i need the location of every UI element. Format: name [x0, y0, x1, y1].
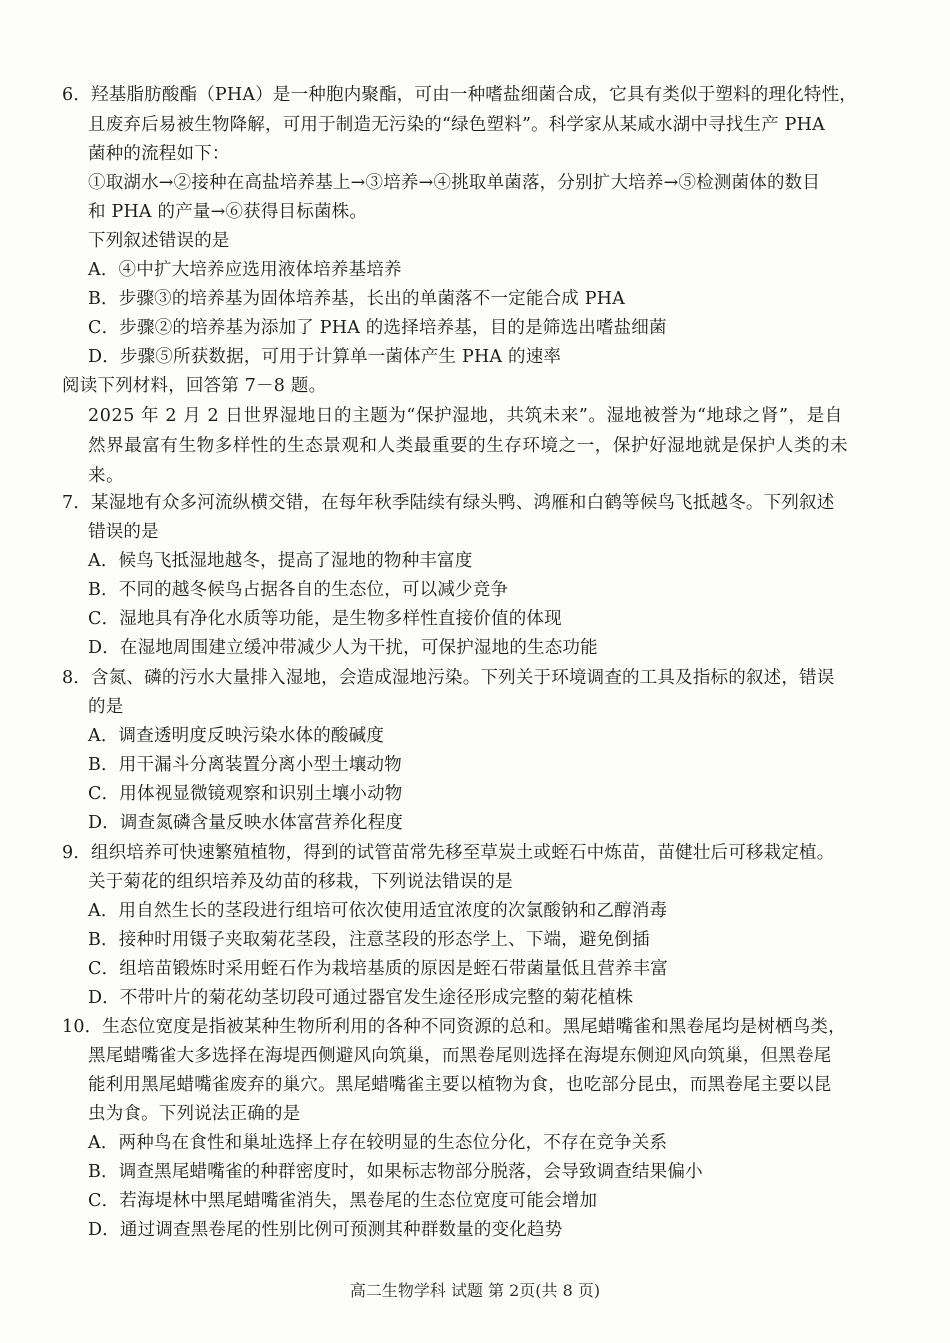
q10-option-c: C．若海堤林中黑尾蜡嘴雀消失，黑卷尾的生态位宽度可能会增加	[88, 1191, 598, 1211]
q6-option-b: B．步骤③的培养基为固体培养基，长出的单菌落不一定能合成 PHA	[88, 289, 625, 309]
q10-stem-line-4: 虫为食。下列说法正确的是	[88, 1104, 301, 1124]
material-intro: 阅读下列材料，回答第 7－8 题。	[62, 376, 327, 396]
q9-stem-line-2: 关于菊花的组织培养及幼苗的移栽，下列说法错误的是	[88, 872, 513, 892]
q7-stem-line-2: 错误的是	[88, 522, 159, 542]
q7-option-a: A．候鸟飞抵湿地越冬，提高了湿地的物种丰富度	[88, 551, 473, 571]
q7-option-c: C．湿地具有净化水质等功能，是生物多样性直接价值的体现	[88, 609, 562, 629]
q9-option-a: A．用自然生长的茎段进行组培可依次使用适宜浓度的次氯酸钠和乙醇消毒	[88, 901, 668, 921]
q8-option-d: D．调查氮磷含量反映水体富营养化程度	[88, 813, 404, 833]
q10-stem-line-1: 10．生态位宽度是指被某种生物所利用的各种不同资源的总和。黑尾蜡嘴雀和黑卷尾均是树栖鸟类，	[62, 1017, 846, 1037]
q10-stem-line-3: 能利用黑尾蜡嘴雀废弃的巢穴。黑尾蜡嘴雀主要以植物为食，也吃部分昆虫，而黑卷尾主要以昆	[88, 1075, 832, 1095]
q9-option-c: C．组培苗锻炼时采用蛭石作为栽培基质的原因是蛭石带菌量低且营养丰富	[88, 959, 668, 979]
page-footer: 高二生物学科 试题 第 2页(共 8 页)	[349, 1281, 601, 1300]
q6-stem-line-3: 菌种的流程如下：	[88, 144, 230, 164]
q6-procedure-line-2: 和 PHA 的产量→⑥获得目标菌株。	[88, 202, 368, 222]
q8-stem-line-2: 的是	[88, 697, 124, 717]
q8-option-a: A．调查透明度反映污染水体的酸碱度	[88, 726, 385, 746]
q8-option-c: C．用体视显微镜观察和识别土壤小动物	[88, 784, 403, 804]
q8-option-b: B．用干漏斗分离装置分离小型土壤动物	[88, 755, 402, 775]
q6-prompt: 下列叙述错误的是	[88, 231, 230, 251]
q6-option-c: C．步骤②的培养基为添加了 PHA 的选择培养基，目的是筛选出嗜盐细菌	[88, 318, 667, 338]
q9-option-d: D．不带叶片的菊花幼茎切段可通过器官发生途径形成完整的菊花植株	[88, 988, 634, 1008]
q10-option-a: A．两种鸟在食性和巢址选择上存在较明显的生态位分化，不存在竞争关系	[88, 1133, 668, 1153]
q7-stem-line-1: 7．某湿地有众多河流纵横交错，在每年秋季陆续有绿头鸭、鸿雁和白鹤等候鸟飞抵越冬。下列叙述	[62, 493, 835, 513]
q10-stem-line-2: 黑尾蜡嘴雀大多选择在海堤西侧避风向筑巢，而黑卷尾则选择在海堤东侧迎风向筑巢，但黑卷尾	[88, 1046, 832, 1066]
q9-stem-line-1: 9．组织培养可快速繁殖植物，得到的试管苗常先移至草炭土或蛭石中炼苗，苗健壮后可移栽定植。	[62, 843, 835, 863]
q6-stem-line-1: 6．羟基脂肪酸酯（PHA）是一种胞内聚酯，可由一种嗜盐细菌合成，它具有类似于塑料的理化特性，	[62, 85, 858, 105]
q6-stem-line-2: 且废弃后易被生物降解，可用于制造无污染的“绿色塑料”。科学家从某咸水湖中寻找生产 PHA	[88, 115, 825, 135]
q7-option-b: B．不同的越冬候鸟占据各自的生态位，可以减少竞争	[88, 580, 509, 600]
material-passage-line-2: 然界最富有生物多样性的生态景观和人类最重要的生存环境之一，保护好湿地就是保护人类的未	[88, 436, 849, 456]
material-passage-line-3: 来。	[88, 466, 125, 486]
material-passage-line-1: 2025 年 2 月 2 日世界湿地日的主题为“保护湿地，共筑未来”。湿地被誉为“地球之肾”，是自	[88, 406, 843, 426]
q6-option-d: D．步骤⑤所获数据，可用于计算单一菌体产生 PHA 的速率	[88, 347, 562, 367]
q10-option-b: B．调查黑尾蜡嘴雀的种群密度时，如果标志物部分脱落，会导致调查结果偏小	[88, 1162, 703, 1182]
q8-stem-line-1: 8．含氮、磷的污水大量排入湿地，会造成湿地污染。下列关于环境调查的工具及指标的叙述，错误	[62, 668, 835, 688]
q9-option-b: B．接种时用镊子夹取菊花茎段，注意茎段的形态学上、下端，避免倒插	[88, 930, 650, 950]
q6-procedure-line-1: ①取湖水→②接种在高盐培养基上→③培养→④挑取单菌落，分别扩大培养→⑤检测菌体的数目	[88, 173, 821, 193]
q6-option-a: A．④中扩大培养应选用液体培养基培养	[88, 260, 402, 280]
q7-option-d: D．在湿地周围建立缓冲带减少人为干扰，可保护湿地的生态功能	[88, 638, 598, 658]
q10-option-d: D．通过调查黑卷尾的性别比例可预测其种群数量的变化趋势	[88, 1220, 563, 1240]
